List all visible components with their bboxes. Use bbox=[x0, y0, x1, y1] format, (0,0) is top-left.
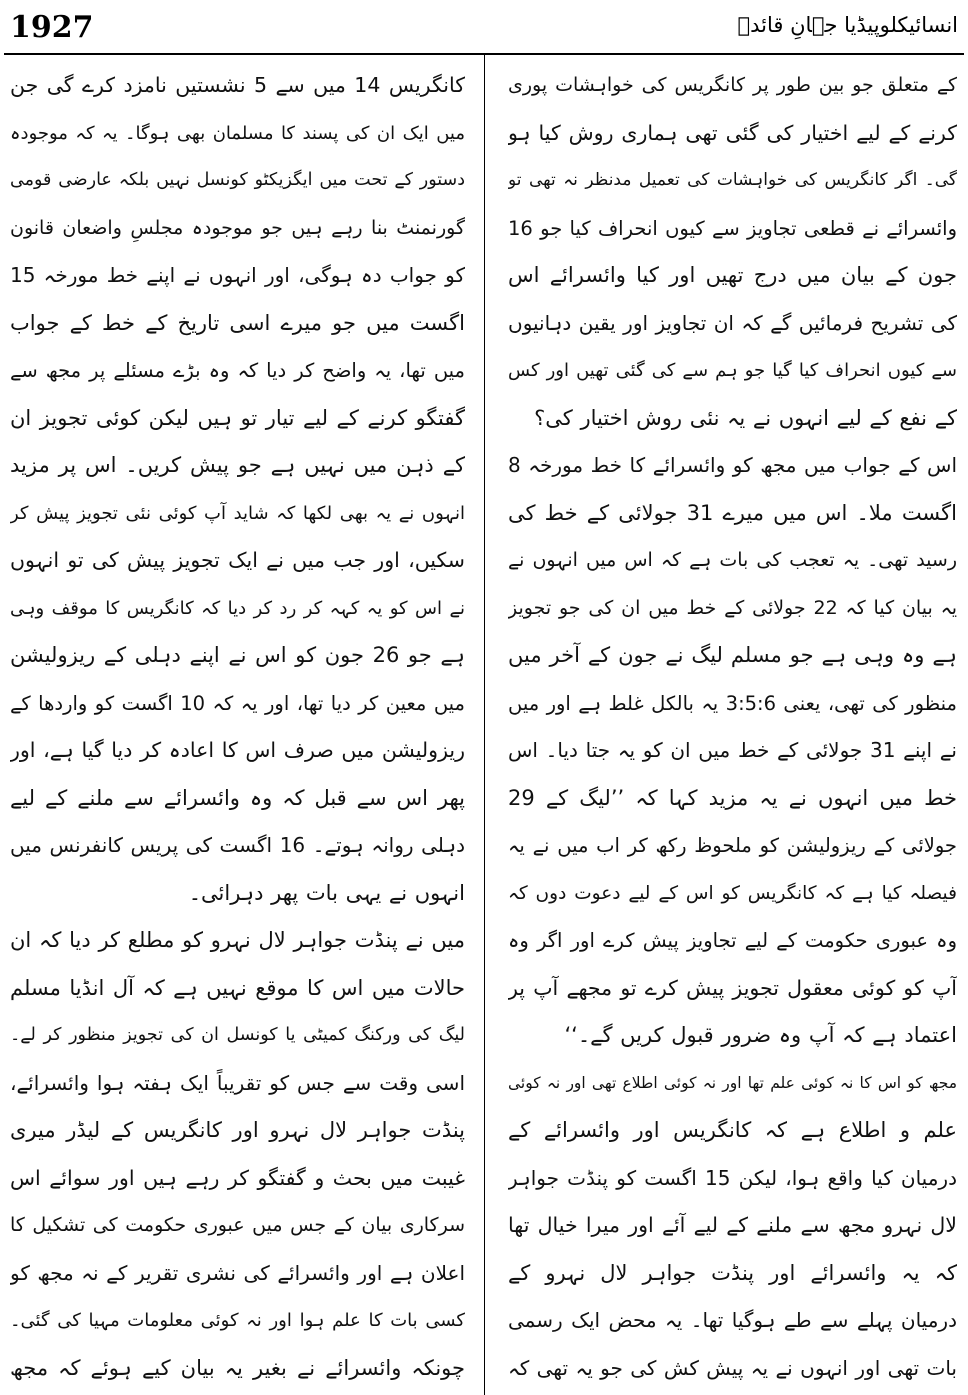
text-line: غیبت میں بحث و گفتگو کر رہے ہیں اور سوائے اس bbox=[10, 1165, 465, 1190]
right-column bbox=[508, 62, 957, 1392]
text-line: میں ایک ان کی پسند کا مسلمان بھی ہوگا۔ یہ کہ موجودہ bbox=[10, 122, 465, 144]
text-line: نے اس کو یہ کہہ کر رد کر دیا کہ کانگریس کا موقف وہی bbox=[10, 597, 465, 619]
text-line: حالات میں اس کا موقع نہیں ہے کہ آل انڈیا مسلم bbox=[10, 975, 465, 1000]
text-line: کی تشریح فرمائیں گے کہ ان تجاویز اور یقین دہانیوں bbox=[508, 310, 957, 335]
text-line: لیگ کی ورکنگ کمیٹی یا کونسل ان کی تجویز منظور کر لے۔ bbox=[10, 1025, 465, 1045]
text-line: فیصلہ کیا ہے کہ کانگریس کو اس کے لیے دعوت دوں کہ bbox=[508, 882, 957, 904]
text-line: میں معین کر دیا تھا، اور یہ کہ 10 اگست کو واردھا کے bbox=[10, 691, 465, 715]
text-line: پنڈت جواہر لال نہرو اور کانگریس کے لیڈر میری bbox=[10, 1118, 465, 1142]
text-line: اگست میں جو میرے اسی تاریخ کے خط کے جواب bbox=[10, 310, 465, 335]
text-line: چونکہ وائسرائے نے بغیر یہ بیان کیے ہوئے کہ مجھ bbox=[10, 1355, 465, 1380]
text-line: کہ یہ وائسرائے اور پنڈت جواہر لال نہرو کے bbox=[508, 1260, 957, 1285]
text-line: ریزولیشن میں صرف اس کا اعادہ کر دیا گیا ہے، اور bbox=[10, 738, 465, 762]
text-line: وہ عبوری حکومت کے لیے تجاویز پیش کرے اور اگر وہ bbox=[508, 929, 957, 952]
text-line: سے کیوں انحراف کیا گیا جو ہم سے کی گئی تھیں اور کس bbox=[508, 360, 957, 381]
text-line: درمیان کیا واقع ہوا، لیکن 15 اگست کو پنڈت جواہر bbox=[508, 1165, 957, 1190]
text-line: پھر اس سے قبل کہ وہ وائسرائے سے ملنے کے لیے bbox=[10, 785, 465, 810]
text-line: لال نہرو مجھ سے ملنے کے لیے آئے اور میرا خیال تھا bbox=[508, 1213, 957, 1237]
text-line: کرنے کے لیے اختیار کی گئی تھی ہماری روش کیا ہو bbox=[508, 120, 957, 145]
text-line: سکیں، اور جب میں نے ایک تجویز پیش کی تو انہوں bbox=[10, 548, 465, 572]
text-line: اسی وقت سے جس کو تقریباً ایک ہفتہ ہوا وائسرائے، bbox=[10, 1070, 465, 1095]
text-line: انہوں نے یہی بات پھر دہرائی۔ bbox=[188, 880, 465, 905]
text-line: منظور کی تھی، یعنی 3:5:6 یہ بالکل غلط ہے اور میں bbox=[508, 691, 957, 715]
text-line: اعتماد ہے کہ آپ وہ ضرور قبول کریں گے۔‘‘ bbox=[564, 1023, 957, 1047]
text-line: جون کے بیان میں درج تھیں اور کیا وائسرائے اس bbox=[508, 263, 957, 287]
text-line: انہوں نے یہ بھی لکھا کہ شاید آپ کوئی نئی تجویز پیش کر bbox=[10, 502, 465, 524]
text-line: یہ بیان کیا کہ 22 جولائی کے خط میں ان کی جو تجویز bbox=[508, 596, 957, 619]
column-divider bbox=[484, 55, 485, 1395]
left-column bbox=[10, 62, 465, 1392]
text-line: میں نے پنڈت جواہر لال نہرو کو مطلع کر دیا کہ ان bbox=[10, 928, 465, 952]
text-line: جولائی کے ریزولیشن کو ملحوظ رکھ کر اب میں نے یہ bbox=[508, 834, 957, 857]
text-line: اعلان ہے اور وائسرائے کی نشری تقریر کے نہ مجھ کو bbox=[10, 1260, 465, 1285]
text-line: کانگریس 14 میں سے 5 نشستیں نامزد کرے گی جن bbox=[10, 73, 465, 97]
text-line: کسی بات کا علم ہوا اور نہ کوئی معلومات مہیا کی گئی۔ bbox=[10, 1310, 465, 1331]
text-line: دستور کے تحت میں ایگزیکٹو کونسل نہیں بلکہ عارضی قومی bbox=[10, 170, 465, 190]
running-title: انسائیکلوپیڈیا جہانِ قائدؒ bbox=[737, 13, 958, 37]
page-number: 1927 bbox=[10, 10, 94, 45]
text-line: درمیان پہلے سے طے ہوگیا تھا۔ یہ محض ایک رسمی bbox=[508, 1308, 957, 1332]
text-line: مجھ کو اس کا نہ کوئی علم تھا اور نہ کوئی اطلاع تھی اور نہ کوئی bbox=[508, 1073, 957, 1092]
text-line: ہے جو 26 جون کو اس نے اپنے دہلی کے ریزولیشن bbox=[10, 643, 465, 667]
text-line: دہلی روانہ ہوتے۔ 16 اگست کی پریس کانفرنس میں bbox=[10, 833, 465, 857]
text-line: اس کے جواب میں مجھ کو وائسرائے کا خط مورخہ 8 bbox=[508, 453, 957, 477]
text-line: خط میں انہوں نے یہ مزید کہا کہ ’’لیگ کے 29 bbox=[508, 785, 957, 810]
text-line: گی۔ اگر کانگریس کی خواہشات کی تعمیل مدنظر نہ تھی تو bbox=[508, 170, 957, 190]
text-line: رسید تھی۔ یہ تعجب کی بات ہے کہ اس میں انہوں نے bbox=[508, 549, 957, 571]
text-line: کے متعلق جو بین طور پر کانگریس کی خواہشات پوری bbox=[508, 74, 957, 96]
text-line: کے نفع کے لیے انہوں نے یہ نئی روش اختیار کی؟ bbox=[534, 405, 957, 430]
text-line: اگست ملا۔ اس میں میرے 31 جولائی کے خط کی bbox=[508, 500, 957, 525]
text-line: علم و اطلاع ہے کہ کانگریس اور وائسرائے کے bbox=[508, 1118, 957, 1142]
text-line: کو جواب دہ ہوگی، اور انہوں نے اپنے خط مورخہ 15 bbox=[10, 263, 465, 287]
text-line: نے اپنے 31 جولائی کے خط میں ان کو یہ جتا دیا۔ اس bbox=[508, 738, 957, 762]
text-line: وائسرائے نے قطعی تجاویز سے کیوں انحراف کیا جو 16 bbox=[508, 216, 957, 240]
text-line: آپ کو کوئی معقول تجویز پیش کرے تو مجھے آپ پر bbox=[508, 975, 957, 1000]
text-line: بات تھی اور انہوں نے یہ پیش کش کی جو یہ تھی کہ bbox=[508, 1355, 957, 1380]
text-line: گفتگو کرنے کے لیے تیار تو ہیں لیکن کوئی تجویز ان bbox=[10, 405, 465, 430]
text-line: میں تھا، یہ واضح کر دیا کہ وہ بڑے مسئلے پر مجھ سے bbox=[10, 359, 465, 382]
text-line: گورنمنٹ بنا رہے ہیں جو موجودہ مجلسِ واضعان قانون bbox=[10, 216, 465, 239]
text-line: سرکاری بیان کے جس میں عبوری حکومت کی تشکیل کا bbox=[10, 1214, 465, 1236]
text-line: ہے وہ وہی ہے جو مسلم لیگ نے جون کے آخر میں bbox=[508, 643, 957, 667]
text-line: کے ذہن میں نہیں ہے جو پیش کریں۔ اس پر مزید bbox=[10, 453, 465, 477]
